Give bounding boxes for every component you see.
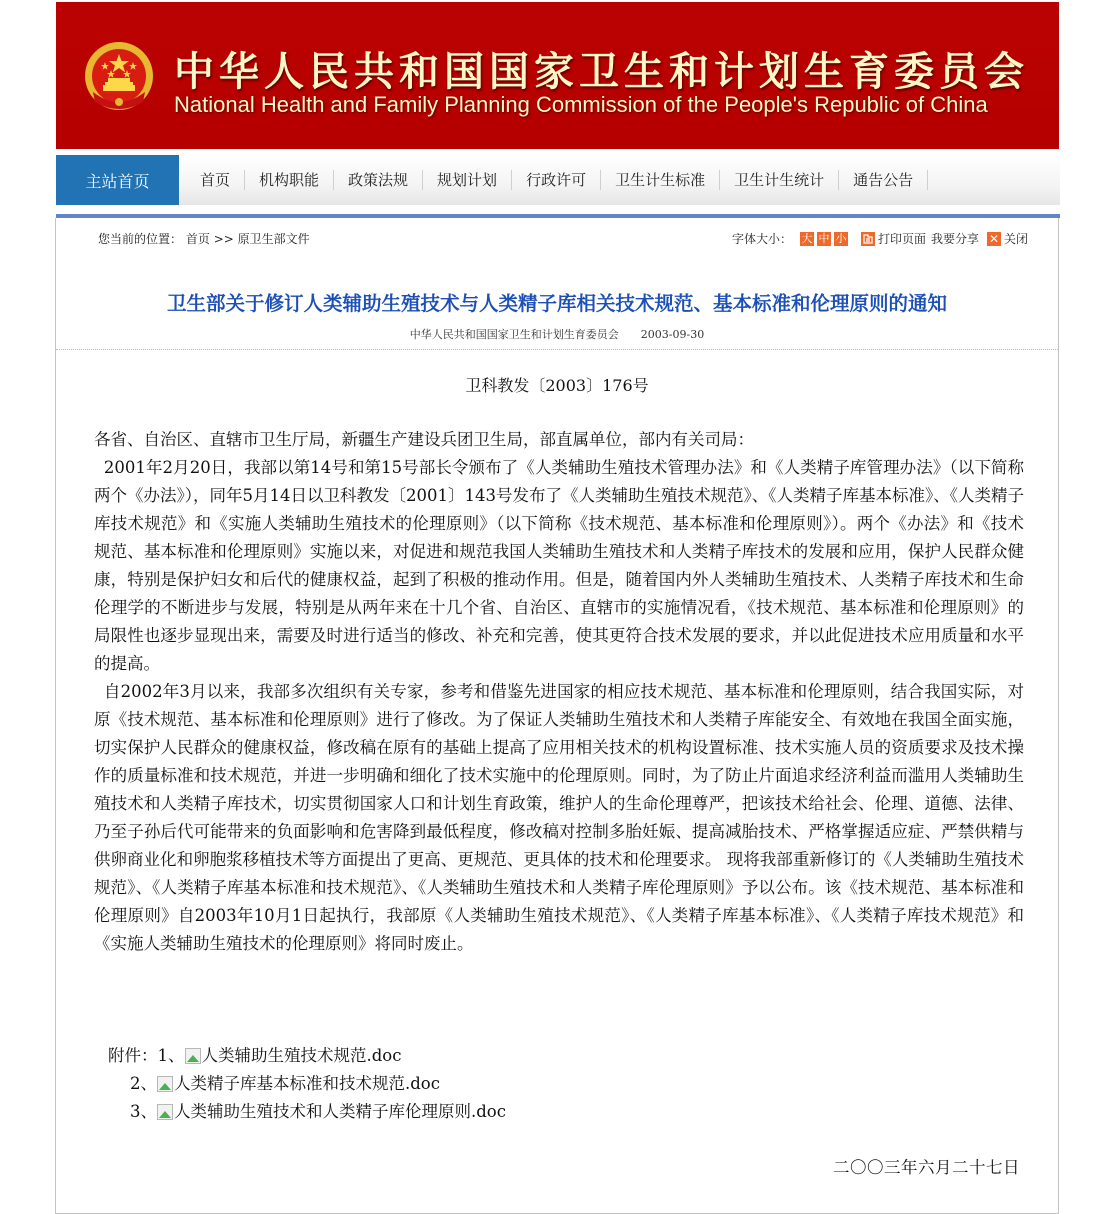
nav-item-standards[interactable]: 卫生计生标准 (601, 170, 720, 190)
attachment-link[interactable]: 人类精子库基本标准和技术规范.doc (174, 1074, 440, 1093)
breadcrumb-prefix: 您当前的位置： (98, 232, 183, 246)
national-emblem-icon (83, 40, 155, 116)
site-banner (56, 2, 1059, 149)
nav-item-functions[interactable]: 机构职能 (245, 170, 334, 190)
nav-items (186, 155, 928, 205)
article-title: 卫生部关于修订人类辅助生殖技术与人类精子库相关技术规范、基本标准和伦理原则的通知 (166, 292, 947, 315)
document-number: 卫科教发〔2003〕176号 (465, 376, 649, 395)
nav-main-home[interactable]: 主站首页 (56, 155, 179, 205)
close-link[interactable]: 关闭 (1003, 232, 1028, 246)
broken-image-icon (185, 1048, 201, 1064)
font-size-medium-button[interactable]: 中 (818, 232, 830, 245)
nav-item-statistics[interactable]: 卫生计生统计 (720, 170, 839, 190)
font-size-label: 字体大小： (731, 232, 792, 246)
article-salutation: 各省、自治区、直辖市卫生厅局，新疆生产建设兵团卫生局，部直属单位，部内有关司局： (94, 430, 754, 449)
attachment-item (108, 1070, 506, 1098)
title-divider (56, 349, 1058, 350)
breadcrumb-current-link[interactable]: 原卫生部文件 (237, 232, 310, 246)
font-size-large-button[interactable]: 大 (801, 232, 813, 245)
nav-item-licensing[interactable]: 行政许可 (512, 170, 601, 190)
article-meta (56, 326, 1058, 342)
broken-image-icon (157, 1104, 173, 1120)
broken-image-icon (157, 1076, 173, 1092)
nav-item-home[interactable]: 首页 (186, 170, 245, 190)
signature-date: 二〇〇三年六月二十七日 (833, 1158, 1020, 1177)
attachments-label: 附件： (108, 1046, 158, 1065)
attachments (108, 1042, 506, 1126)
close-icon[interactable]: ✕ (988, 231, 1000, 246)
article-paragraph: 自2002年3月以来，我部多次组织有关专家，参考和借鉴先进国家的相应技术规范、基本标准和伦理原则，结合我国实际，对原《技术规范、基本标准和伦理原则》进行了修改。为了保证人类辅助生殖技术和人类精子库能安全、有效地在我国全面实施，切实保护人民群众的健康权益，修改稿在原有的基础上提高了应用相关技术的机构设置标准、技术实施人员的资质要求及技术操作的质量标准和技术规范，并进一步明确和细化了技术实施中的伦理原则。同时，为了防止片面追求经济利益而滥用人类辅助生殖技术和人类精子库技术，切实贯彻国家人口和计划生育政策，维护人的生命伦理尊严，把该技术给社会、伦理、道德、法律、乃至子孙后代可能带来的负面影响和危害降到最低程度，修改稿对控制多胎妊娠、提高减胎技术、严格掌握适应症、严禁供精与供卵商业化和卵胞浆移植技术等方面提出了更高、更规范、更具体的技术和伦理要求。 现将我部重新修订的《人类辅助生殖技术规范》、《人类精子库基本标准和技术规范》、《人类辅助生殖技术和人类精子库伦理原则》予以公布。该《技术规范、基本标准和伦理原则》自2003年10月1日起执行，我部原《人类辅助生殖技术规范》、《人类精子库基本标准》、《人类精子库技术规范》和《实施人类辅助生殖技术的伦理原则》将同时废止。 (94, 682, 1024, 953)
font-size-small-button[interactable]: 小 (835, 232, 847, 245)
banner-title-cn: 中华人民共和国国家卫生和计划生育委员会 (174, 49, 1029, 95)
article-date: 2003-09-30 (640, 328, 705, 341)
attachment-index: 3、 (130, 1102, 157, 1121)
share-link[interactable]: 我要分享 (930, 232, 979, 246)
main-nav (56, 155, 1060, 205)
article-body (94, 426, 1024, 958)
attachment-index: 2、 (130, 1074, 157, 1093)
breadcrumb-home-link[interactable]: 首页 (185, 232, 210, 246)
breadcrumb (98, 230, 310, 247)
attachment-item (108, 1042, 506, 1070)
attachment-item (108, 1098, 506, 1126)
attachment-index: 1、 (157, 1046, 185, 1065)
attachment-link[interactable]: 人类辅助生殖技术规范.doc (201, 1046, 402, 1065)
article-source: 中华人民共和国国家卫生和计划生育委员会 (409, 328, 619, 341)
breadcrumb-separator: >> (213, 232, 234, 246)
nav-item-policy[interactable]: 政策法规 (334, 170, 423, 190)
attachment-link[interactable]: 人类辅助生殖技术和人类精子库伦理原则.doc (174, 1102, 506, 1121)
print-icon[interactable] (861, 232, 875, 246)
article-paragraph: 2001年2月20日，我部以第14号和第15号部长令颁布了《人类辅助生殖技术管理办法》和《人类精子库管理办法》（以下简称两个《办法》），同年5月14日以卫科教发〔2001〕143号发布了《人类辅助生殖技术规范》、《人类精子库基本标准》、《人类精子库技术规范》和《实施人类辅助生殖技术的伦理原则》（以下简称《技术规范、基本标准和伦理原则》）。两个《办法》和《技术规范、基本标准和伦理原则》实施以来，对促进和规范我国人类辅助生殖技术和人类精子库技术的发展和应用，保护人民群众健康，特别是保护妇女和后代的健康权益，起到了积极的推动作用。但是，随着国内外人类辅助生殖技术、人类精子库技术和生命伦理学的不断进步与发展，特别是从两年来在十几个省、自治区、直辖市的实施情况看，《技术规范、基本标准和伦理原则》的局限性也逐步显现出来，需要及时进行适当的修改、补充和完善，使其更符合技术发展的要求，并以此促进技术应用质量和水平的提高。 (94, 458, 1024, 673)
nav-item-planning[interactable]: 规划计划 (423, 170, 512, 190)
print-page-link[interactable]: 打印页面 (877, 232, 926, 246)
banner-title-en: National Health and Family Planning Commission of the People's Republic of China (174, 92, 988, 117)
page-tools (732, 230, 1028, 247)
nav-item-notices[interactable]: 通告公告 (839, 170, 928, 190)
content-frame (55, 218, 1059, 1214)
